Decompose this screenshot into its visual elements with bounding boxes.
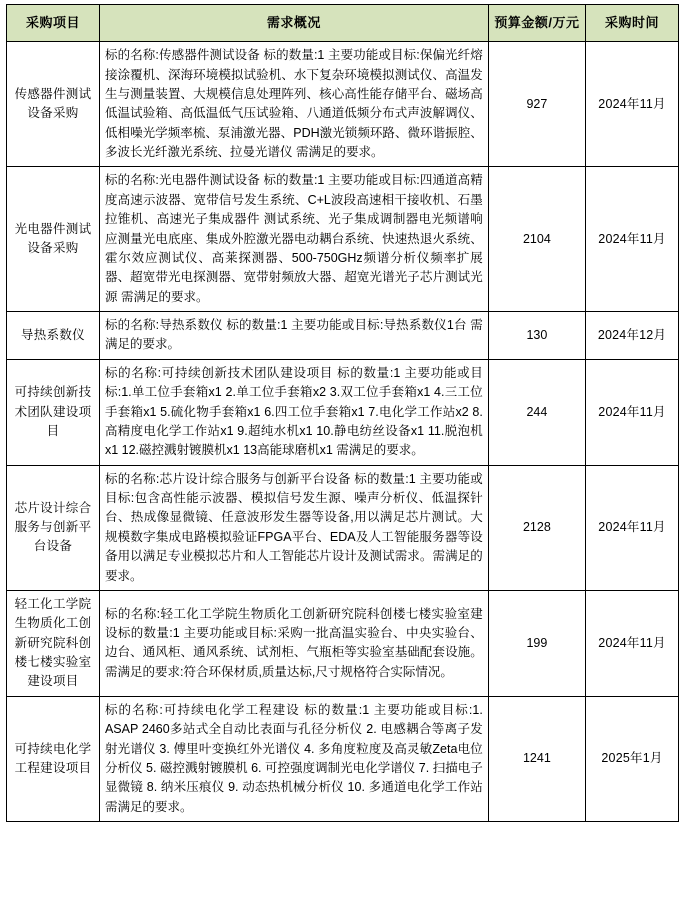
cell-budget: 244 [488, 359, 585, 465]
table-header-row [7, 5, 679, 42]
cell-budget: 2104 [488, 167, 585, 312]
cell-item: 光电器件测试设备采购 [7, 167, 100, 312]
cell-description: 标的名称:光电器件测试设备 标的数量:1 主要功能或目标:四通道高精度高速示波器、宽带信号发生系统、C+L波段高速相干接收机、石墨拉锥机、高速光子集成器件 测试系统、光子集成调制器电光频谱响应测量光电底座、集成外腔激光器电动耦台系统、快速热退火系统、霍尔效应测试仪、高莱探测器、500-750GHz频谱分析仪频率扩展器、超宽带光电探测器、宽带射频放大器、超宽光谱光子芯片测试光源 需满足的要求。 [99, 167, 488, 312]
cell-item: 传感器件测试设备采购 [7, 42, 100, 167]
cell-budget: 927 [488, 42, 585, 167]
table-row [7, 167, 679, 312]
cell-budget: 1241 [488, 696, 585, 821]
column-header-budget: 预算金额/万元 [488, 5, 585, 42]
table-row [7, 590, 679, 696]
cell-time: 2024年11月 [586, 465, 679, 590]
cell-time: 2025年1月 [586, 696, 679, 821]
column-header-description: 需求概况 [99, 5, 488, 42]
cell-description: 标的名称:可持续电化学工程建设 标的数量:1 主要功能或目标:1. ASAP 2460多站式全自动比表面与孔径分析仪 2. 电感耦合等离子发射光谱仪 3. 傅里叶变换红外光谱仪 4. 多角度粒度及高灵敏Zeta电位分析仪 5. 磁控溅射镀膜机 6. 可控强度调制光电化学谱仪 7. 扫描电子显微镜 8. 纳米压痕仪 9. 动态热机械分析仪 10. 多通道电化学工作站 需满足的要求。 [99, 696, 488, 821]
cell-budget: 130 [488, 312, 585, 360]
cell-item: 芯片设计综合服务与创新平台设备 [7, 465, 100, 590]
cell-item: 轻工化工学院生物质化工创新研究院科创楼七楼实验室建设项目 [7, 590, 100, 696]
table-row [7, 696, 679, 821]
cell-time: 2024年11月 [586, 590, 679, 696]
cell-time: 2024年12月 [586, 312, 679, 360]
cell-time: 2024年11月 [586, 359, 679, 465]
cell-description: 标的名称:导热系数仪 标的数量:1 主要功能或目标:导热系数仪1台 需满足的要求。 [99, 312, 488, 360]
table-row [7, 465, 679, 590]
table-body [7, 42, 679, 822]
table-row [7, 359, 679, 465]
cell-budget: 199 [488, 590, 585, 696]
cell-item: 导热系数仪 [7, 312, 100, 360]
cell-description: 标的名称:芯片设计综合服务与创新平台设备 标的数量:1 主要功能或目标:包含高性能示波器、模拟信号发生源、噪声分析仪、低温探针台、热成像显微镜、任意波形发生器等设备,用以满足芯片测试。大规模数字集成电路模拟验证FPGA平台、EDA及人工智能服务器等设备用以满足专业模拟芯片和人工智能芯片设计及测试需求。需满足的要求。 [99, 465, 488, 590]
cell-item: 可持续创新技术团队建设项目 [7, 359, 100, 465]
table-row [7, 42, 679, 167]
cell-description: 标的名称:传感器件测试设备 标的数量:1 主要功能或目标:保偏光纤熔接涂覆机、深海环境模拟试验机、水下复杂环境模拟测试仪、高温发生与测量装置、大规模信息处理阵列、核心高性能存储平台、磁场高低温试验箱、高低温低气压试验箱、八通道低频分布式声波解调仪、低相噪光学频率梳、泵浦激光器、PDH激光锁频环路、微环谐振腔、多波长光纤激光系统、拉曼光谱仪 需满足的要求。 [99, 42, 488, 167]
cell-description: 标的名称:可持续创新技术团队建设项目 标的数量:1 主要功能或目标:1.单工位手套箱x1 2.单工位手套箱x2 3.双工位手套箱x1 4.三工位手套箱x1 5.硫化物手套箱x1 6.四工位手套箱x1 7.电化学工作站x2 8.高精度电化学工作站x1 9.超纯水机x1 10.静电纺丝设备x1 11.脱泡机x1 12.磁控溅射镀膜机x1 13高能球磨机x1 需满足的要求。 [99, 359, 488, 465]
cell-time: 2024年11月 [586, 42, 679, 167]
cell-budget: 2128 [488, 465, 585, 590]
procurement-table [6, 4, 679, 822]
column-header-item: 采购项目 [7, 5, 100, 42]
cell-item: 可持续电化学工程建设项目 [7, 696, 100, 821]
table-header [7, 5, 679, 42]
table-row [7, 312, 679, 360]
column-header-time: 采购时间 [586, 5, 679, 42]
cell-description: 标的名称:轻工化工学院生物质化工创新研究院科创楼七楼实验室建设标的数量:1 主要功能或目标:采购一批高温实验台、中央实验台、边台、通风柜、通风系统、试剂柜、气瓶柜等实验室基础配套设施。需满足的要求:符合环保材质,质量达标,尺寸规格符合实际情况。 [99, 590, 488, 696]
cell-time: 2024年11月 [586, 167, 679, 312]
